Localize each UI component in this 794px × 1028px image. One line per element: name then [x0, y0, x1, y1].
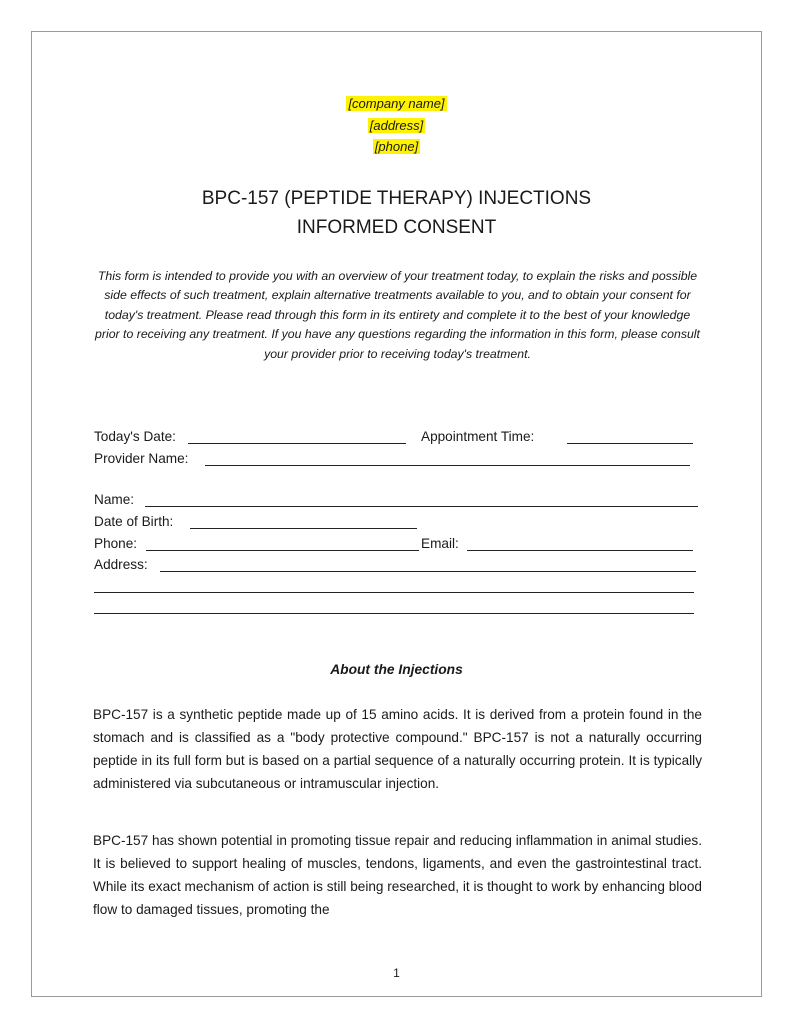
provider-name-field[interactable]	[205, 465, 690, 466]
intro-paragraph: This form is intended to provide you with an overview of your treatment today, to explain the risks and possible side effects of such treatment, explain alternative treatments available to you, and to obtain your consent for today's treatment. Please read through this form in its entirety and complete it to the best of your knowledge prior to receiving any treatment. If you have any questions regarding the information in this form, please consult your provider prior to receiving today's treatment.	[95, 269, 700, 361]
phone-placeholder: [phone]	[374, 139, 419, 154]
phone-field[interactable]	[146, 550, 419, 551]
about-paragraph-2: BPC-157 has shown potential in promoting tissue repair and reducing inflammation in animal studies. It is believed to support healing of muscles, tendons, ligaments, and even the gastrointestinal tract. While its exact mechanism of action is still being researched, it is thought to work by enhancing blood flow to damaged tissues, promoting the	[93, 833, 702, 917]
address-field-line-2[interactable]	[94, 592, 694, 593]
appointment-time-field[interactable]	[567, 443, 693, 444]
about-paragraph-1: BPC-157 is a synthetic peptide made up of 15 amino acids. It is derived from a protein found in the stomach and is classified as a "body protective compound." BPC-157 is not a naturally occurring peptide in its full form but is based on a partial sequence of a naturally occurring protein. It is typically administered via subcutaneous or intramuscular injection.	[93, 707, 702, 791]
phone-label: Phone:	[94, 536, 138, 551]
email-field[interactable]	[467, 550, 693, 551]
page-number: 1	[393, 966, 400, 980]
email-label: Email:	[421, 536, 459, 551]
name-label: Name:	[94, 492, 135, 507]
document-title-line-2: INFORMED CONSENT	[296, 217, 497, 238]
appointment-time-label: Appointment Time:	[421, 429, 535, 444]
about-injections-heading: About the Injections	[330, 662, 463, 677]
date-of-birth-field[interactable]	[190, 528, 417, 529]
address-placeholder: [address]	[369, 118, 424, 133]
address-field-line-3[interactable]	[94, 613, 694, 614]
document-title-line-1: BPC-157 (PEPTIDE THERAPY) INJECTIONS	[201, 188, 592, 209]
date-of-birth-label: Date of Birth:	[94, 514, 174, 529]
todays-date-label: Today's Date:	[94, 429, 176, 444]
address-field-line-1[interactable]	[160, 571, 696, 572]
address-label: Address:	[94, 557, 148, 572]
provider-name-label: Provider Name:	[94, 451, 189, 466]
name-field[interactable]	[145, 506, 698, 507]
todays-date-field[interactable]	[188, 443, 406, 444]
company-name-placeholder: [company name]	[348, 96, 445, 111]
document-page	[31, 31, 762, 997]
